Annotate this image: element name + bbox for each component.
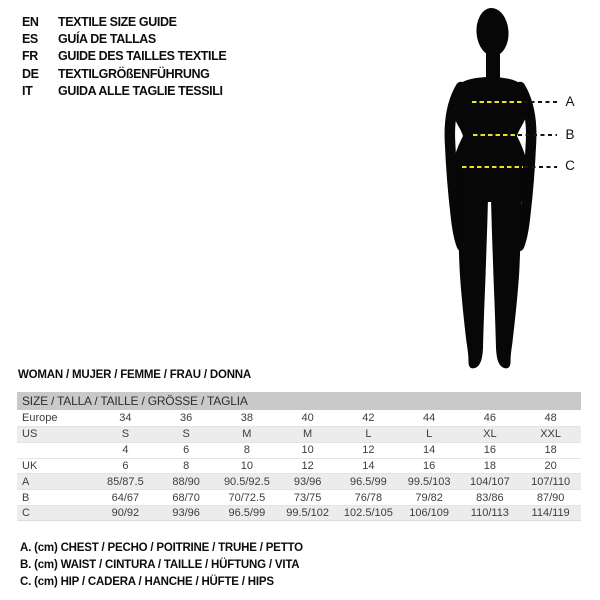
size-cell: 87/90 (536, 491, 565, 504)
size-cell: 10 (301, 444, 314, 457)
row-label: UK (22, 460, 38, 472)
table-row (17, 505, 581, 521)
language-title: GUIDA ALLE TAGLIE TESSILI (58, 84, 223, 99)
row-label: US (22, 428, 38, 441)
row-label: B (22, 491, 30, 504)
size-cell: 99.5/103 (407, 475, 451, 488)
table-title: WOMAN / MUJER / FEMME / FRAU / DONNA (18, 369, 252, 381)
size-cell: 6 (122, 460, 129, 472)
language-row (22, 13, 226, 30)
language-code: DE (22, 66, 39, 81)
size-cell: XXL (540, 428, 562, 441)
size-cell: 8 (183, 460, 190, 472)
size-cell: 93/96 (293, 475, 322, 488)
size-cell: 93/96 (172, 507, 200, 520)
language-row (22, 30, 226, 47)
size-cell: 96.5/99 (350, 475, 387, 488)
size-cell: 90.5/92.5 (223, 475, 270, 488)
size-table (17, 392, 581, 521)
language-title: GUIDE DES TAILLES TEXTILE (58, 49, 227, 64)
language-code: FR (22, 49, 38, 64)
legend-line: A. (cm) CHEST / PECHO / POITRINE / TRUHE / PETTO (20, 542, 303, 554)
size-cell: 8 (243, 444, 250, 457)
size-cell: 76/78 (354, 491, 383, 504)
size-cell: 4 (122, 444, 129, 457)
marker-label-waist: B (565, 127, 575, 142)
size-cell: 16 (423, 460, 436, 472)
size-cell: 106/109 (409, 507, 449, 520)
language-code: IT (22, 84, 33, 99)
row-label: Europe (22, 411, 58, 424)
marker-label-chest: A (565, 94, 575, 109)
size-cell: 14 (423, 444, 436, 457)
size-cell: 18 (483, 460, 496, 472)
language-code: ES (22, 32, 38, 47)
size-cell: 16 (483, 444, 496, 457)
size-cell: 20 (544, 460, 557, 472)
size-cell: 44 (423, 411, 436, 424)
size-cell: S (182, 428, 190, 441)
size-cell: 18 (544, 444, 557, 457)
size-cell: S (121, 428, 130, 441)
size-cell: 48 (544, 411, 557, 424)
size-cell: 46 (483, 411, 496, 424)
table-row (17, 410, 581, 426)
measurement-legend (20, 540, 303, 592)
size-cell: 88/90 (172, 475, 200, 488)
size-cell: 90/92 (111, 507, 140, 520)
table-row (17, 489, 581, 505)
language-title: TEXTILGRÖßENFÜHRUNG (58, 66, 210, 81)
size-cell: 110/113 (470, 507, 509, 520)
size-cell: 68/70 (172, 491, 200, 504)
size-cell: 38 (240, 411, 253, 424)
language-title-block (22, 13, 226, 100)
size-cell: 12 (362, 444, 375, 457)
size-cell: 79/82 (415, 491, 443, 504)
size-cell: XL (483, 428, 497, 441)
row-label: C (22, 507, 30, 520)
language-code: EN (22, 14, 39, 29)
language-row (22, 48, 226, 65)
table-row (17, 426, 581, 442)
size-cell: 42 (362, 411, 375, 424)
language-row (22, 83, 226, 100)
woman-silhouette-icon (437, 7, 577, 372)
size-cell: L (426, 428, 433, 441)
marker-label-hip: C (565, 158, 575, 173)
size-cell: 40 (301, 411, 314, 424)
language-title: GUÍA DE TALLAS (58, 32, 156, 47)
language-title: TEXTILE SIZE GUIDE (58, 14, 177, 29)
row-label: A (22, 475, 30, 488)
legend-line: C. (cm) HIP / CADERA / HANCHE / HÜFTE / HIPS (20, 576, 274, 589)
size-table-body (17, 410, 581, 521)
size-cell: 104/107 (469, 475, 510, 488)
language-row (22, 65, 226, 82)
size-cell: M (242, 428, 252, 441)
size-cell: 36 (180, 411, 193, 424)
size-cell: 99.5/102 (286, 507, 330, 520)
size-cell: M (303, 428, 313, 441)
table-row (17, 458, 581, 474)
size-cell: 10 (240, 460, 253, 472)
size-cell: 14 (362, 460, 375, 472)
size-cell: 107/110 (531, 475, 571, 488)
size-cell: 34 (119, 411, 132, 424)
table-row (17, 442, 581, 458)
woman-silhouette-figure (437, 7, 577, 372)
size-cell: 64/67 (111, 491, 140, 504)
size-cell: 70/72.5 (228, 491, 266, 504)
size-cell: 12 (301, 460, 314, 472)
size-cell: 6 (183, 444, 190, 457)
size-cell: 102.5/105 (343, 507, 393, 520)
size-cell: 73/75 (293, 491, 322, 504)
size-table-header: SIZE / TALLA / TAILLE / GRÖSSE / TAGLIA (17, 392, 581, 410)
table-row (17, 473, 581, 489)
size-cell: 83/86 (476, 491, 504, 504)
legend-line: B. (cm) WAIST / CINTURA / TAILLE / HÜFTUNG / VITA (20, 559, 300, 572)
size-cell: L (365, 428, 372, 441)
size-cell: 96.5/99 (228, 507, 266, 520)
size-cell: 85/87.5 (107, 475, 144, 488)
size-cell: 114/119 (531, 507, 570, 520)
